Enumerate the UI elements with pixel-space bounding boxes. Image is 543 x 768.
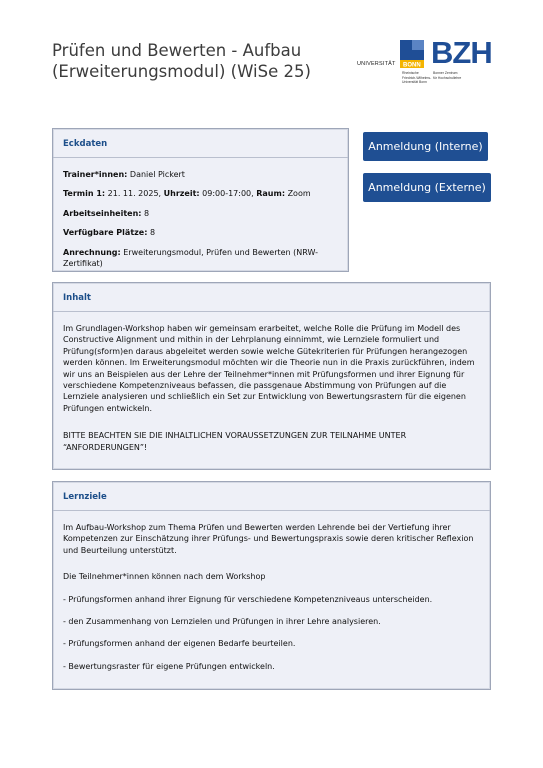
lernziele-heading: Lernziele bbox=[53, 482, 490, 511]
university-label: UNIVERSITÄT bbox=[357, 61, 396, 67]
trainer-label: Trainer*innen: bbox=[63, 170, 128, 179]
university-subtitle: Rheinische Friedrich-Wilhelms- Universität Bonn bbox=[402, 71, 432, 85]
termin-label: Termin 1: bbox=[63, 189, 106, 199]
arbeitseinheiten-value: 8 bbox=[141, 208, 150, 218]
arbeitseinheiten-row bbox=[63, 208, 338, 219]
termin-date: 21. 11. 2025, bbox=[105, 189, 164, 199]
anmeldung-extern-button[interactable]: Anmeldung (Externe) bbox=[363, 173, 491, 202]
plaetze-row bbox=[63, 227, 338, 238]
page-title-line-1: Prüfen und Bewerten - Aufbau bbox=[52, 41, 302, 60]
bzh-logo: BZH bbox=[431, 35, 492, 70]
anrechnung-row bbox=[63, 247, 338, 270]
raum-label: Raum: bbox=[256, 189, 286, 199]
svg-text:BONN: BONN bbox=[403, 62, 421, 68]
termin-row bbox=[63, 188, 338, 199]
plaetze-label: Verfügbare Plätze: bbox=[63, 228, 148, 238]
lernziele-body bbox=[53, 511, 490, 672]
uni-bonn-logo-icon bbox=[400, 40, 424, 68]
eckdaten-heading: Eckdaten bbox=[53, 129, 348, 158]
page-title bbox=[52, 40, 342, 82]
bzh-subtitle: Bonner Zentrum für Hochschullehre bbox=[433, 71, 462, 80]
lernziel-item-4: - Bewertungsraster für eigene Prüfungen entwickeln. bbox=[63, 661, 275, 671]
inhalt-paragraph: Im Grundlagen-Workshop haben wir gemeinsam erarbeitet, welche Rolle die Prüfung im Modell des Constructive Alignment und mithin in der Lehrplanung einnimmt, wie Lernziele formuliert und Prüfung(sform)en daraus abgeleitet werden sowie welche Gütekriterien für Prüfungen herangezogen werden können. Im Erweiterungsmodul möchten wir die Theorie nun in die Praxis zurückführen, indem wir uns an Beispielen aus der Lehre der Teilnehmer*innen mit Prüfungsformen und ihrer Eignung für verschiedene Kompetenzniveaus befassen, die passgenaue Abstimmung von Prüfungen auf die Lernziele analysieren und schließlich ein Set zur Entwicklung von Bewertungsrastern für die eigenen Prüfungen entwickeln. bbox=[63, 324, 475, 413]
logos bbox=[355, 35, 495, 92]
eckdaten-panel bbox=[52, 128, 349, 272]
uhrzeit-value: 09:00-17:00, bbox=[199, 189, 257, 199]
trainer-row bbox=[63, 169, 338, 180]
trainer-value: Daniel Pickert bbox=[127, 170, 185, 179]
page-title-line-2: (Erweiterungsmodul) (WiSe 25) bbox=[52, 62, 311, 81]
inhalt-body bbox=[53, 312, 490, 453]
raum-value: Zoom bbox=[285, 189, 311, 199]
inhalt-panel bbox=[52, 282, 491, 470]
inhalt-notice: BITTE BEACHTEN SIE DIE INHALTLICHEN VORAUSSETZUNGEN ZUR TEILNAHME UNTER “ANFORDERUNGEN”! bbox=[63, 431, 407, 452]
lernziele-intro: Im Aufbau-Workshop zum Thema Prüfen und Bewerten werden Lehrende bei der Vertiefung ihrer Kompetenzen zur Einschätzung ihrer Prüfungs- und Bewertungspraxis sowie deren kritischer Reflexion und Beurteilung unterstützt. bbox=[63, 523, 474, 555]
lernziel-item-2: - den Zusammenhang von Lernzielen und Prüfungen in ihrer Lehre analysieren. bbox=[63, 617, 381, 627]
arbeitseinheiten-label: Arbeitseinheiten: bbox=[63, 208, 142, 218]
anrechnung-label: Anrechnung: bbox=[63, 247, 121, 257]
lernziele-lead: Die Teilnehmer*innen können nach dem Workshop bbox=[63, 572, 266, 582]
inhalt-heading: Inhalt bbox=[53, 283, 490, 312]
eckdaten-body bbox=[53, 158, 348, 269]
plaetze-value: 8 bbox=[147, 228, 156, 238]
anrechnung-value: Erweiterungsmodul, Prüfen und Bewerten (NRW-Zertifikat) bbox=[63, 247, 318, 269]
anmeldung-intern-button[interactable]: Anmeldung (Interne) bbox=[363, 132, 488, 161]
uhrzeit-label: Uhrzeit: bbox=[163, 189, 200, 199]
lernziel-item-3: - Prüfungsformen anhand der eigenen Bedarfe beurteilen. bbox=[63, 639, 296, 649]
lernziel-item-1: - Prüfungsformen anhand ihrer Eignung für verschiedene Kompetenzniveaus unterscheiden. bbox=[63, 594, 433, 604]
lernziele-panel bbox=[52, 481, 491, 690]
